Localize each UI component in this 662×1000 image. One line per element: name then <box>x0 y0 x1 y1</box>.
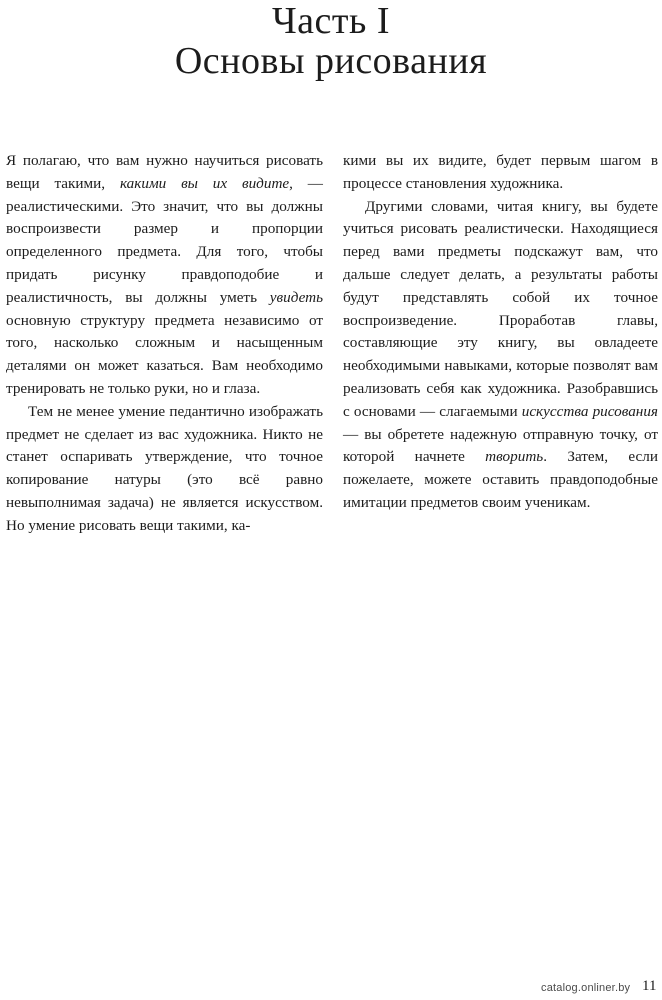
text-run: , — реалистическими. Это значит, что вы должны воспроизвести размер и пропорции определенного предмета. Для того, чтобы придать рисунку правдоподобие и реалистичность, вы должны уметь <box>6 174 323 306</box>
emphasis-text: увидеть <box>269 288 323 306</box>
emphasis-text: искусства рисования <box>521 402 658 420</box>
text-run: — вы обретете надежную отправную точку, от которой начнете <box>343 425 658 466</box>
chapter-heading <box>0 0 662 80</box>
text-run: Я полагаю, что вам нужно научиться рисовать вещи такими, <box>6 152 323 192</box>
text-run: Другими словами, читая книгу, вы будете учиться рисовать реалистически. Находящиеся перед вами предметы подскажут вам, что дальше следует делать, а результаты работы будут представлять собой их точное воспроизведение. Проработав главы, составляющие эту книгу, вы овладеете необходимыми навыками, которые позволят вам реализовать себя как художника. Разобравшись с основами — слагаемыми <box>343 197 658 420</box>
right-text-column <box>343 150 658 515</box>
left-text-column <box>6 150 323 538</box>
paragraph: Тем не менее умение педантично изображать предмет не сделает из вас художника. Никто не станет оспаривать утверждение, что точное копирование натуры (это всё равно невыполнимая задача) не является искусством. Но умение рисовать вещи такими, ка- <box>6 402 323 534</box>
text-run: . Затем, если пожелаете, можете оставить правдоподобные имитации предметов своим ученикам. <box>343 448 658 511</box>
chapter-title: Основы рисования <box>174 40 488 82</box>
watermark: catalog.onliner.by <box>541 982 631 994</box>
page-number: 11 <box>642 978 657 994</box>
text-run: основную структуру предмета независимо от того, насколько сложным и насыщенным деталями он может казаться. Вам необходимо тренировать не только руки, но и глаза. <box>6 311 323 397</box>
paragraph <box>6 150 323 401</box>
emphasis-text: какими вы их видите <box>119 174 290 192</box>
paragraph: кими вы их видите, будет первым шагом в процессе становления художника. <box>343 152 658 192</box>
emphasis-text: творить <box>485 448 544 466</box>
paragraph <box>343 196 658 515</box>
part-label: Часть I <box>271 0 391 42</box>
